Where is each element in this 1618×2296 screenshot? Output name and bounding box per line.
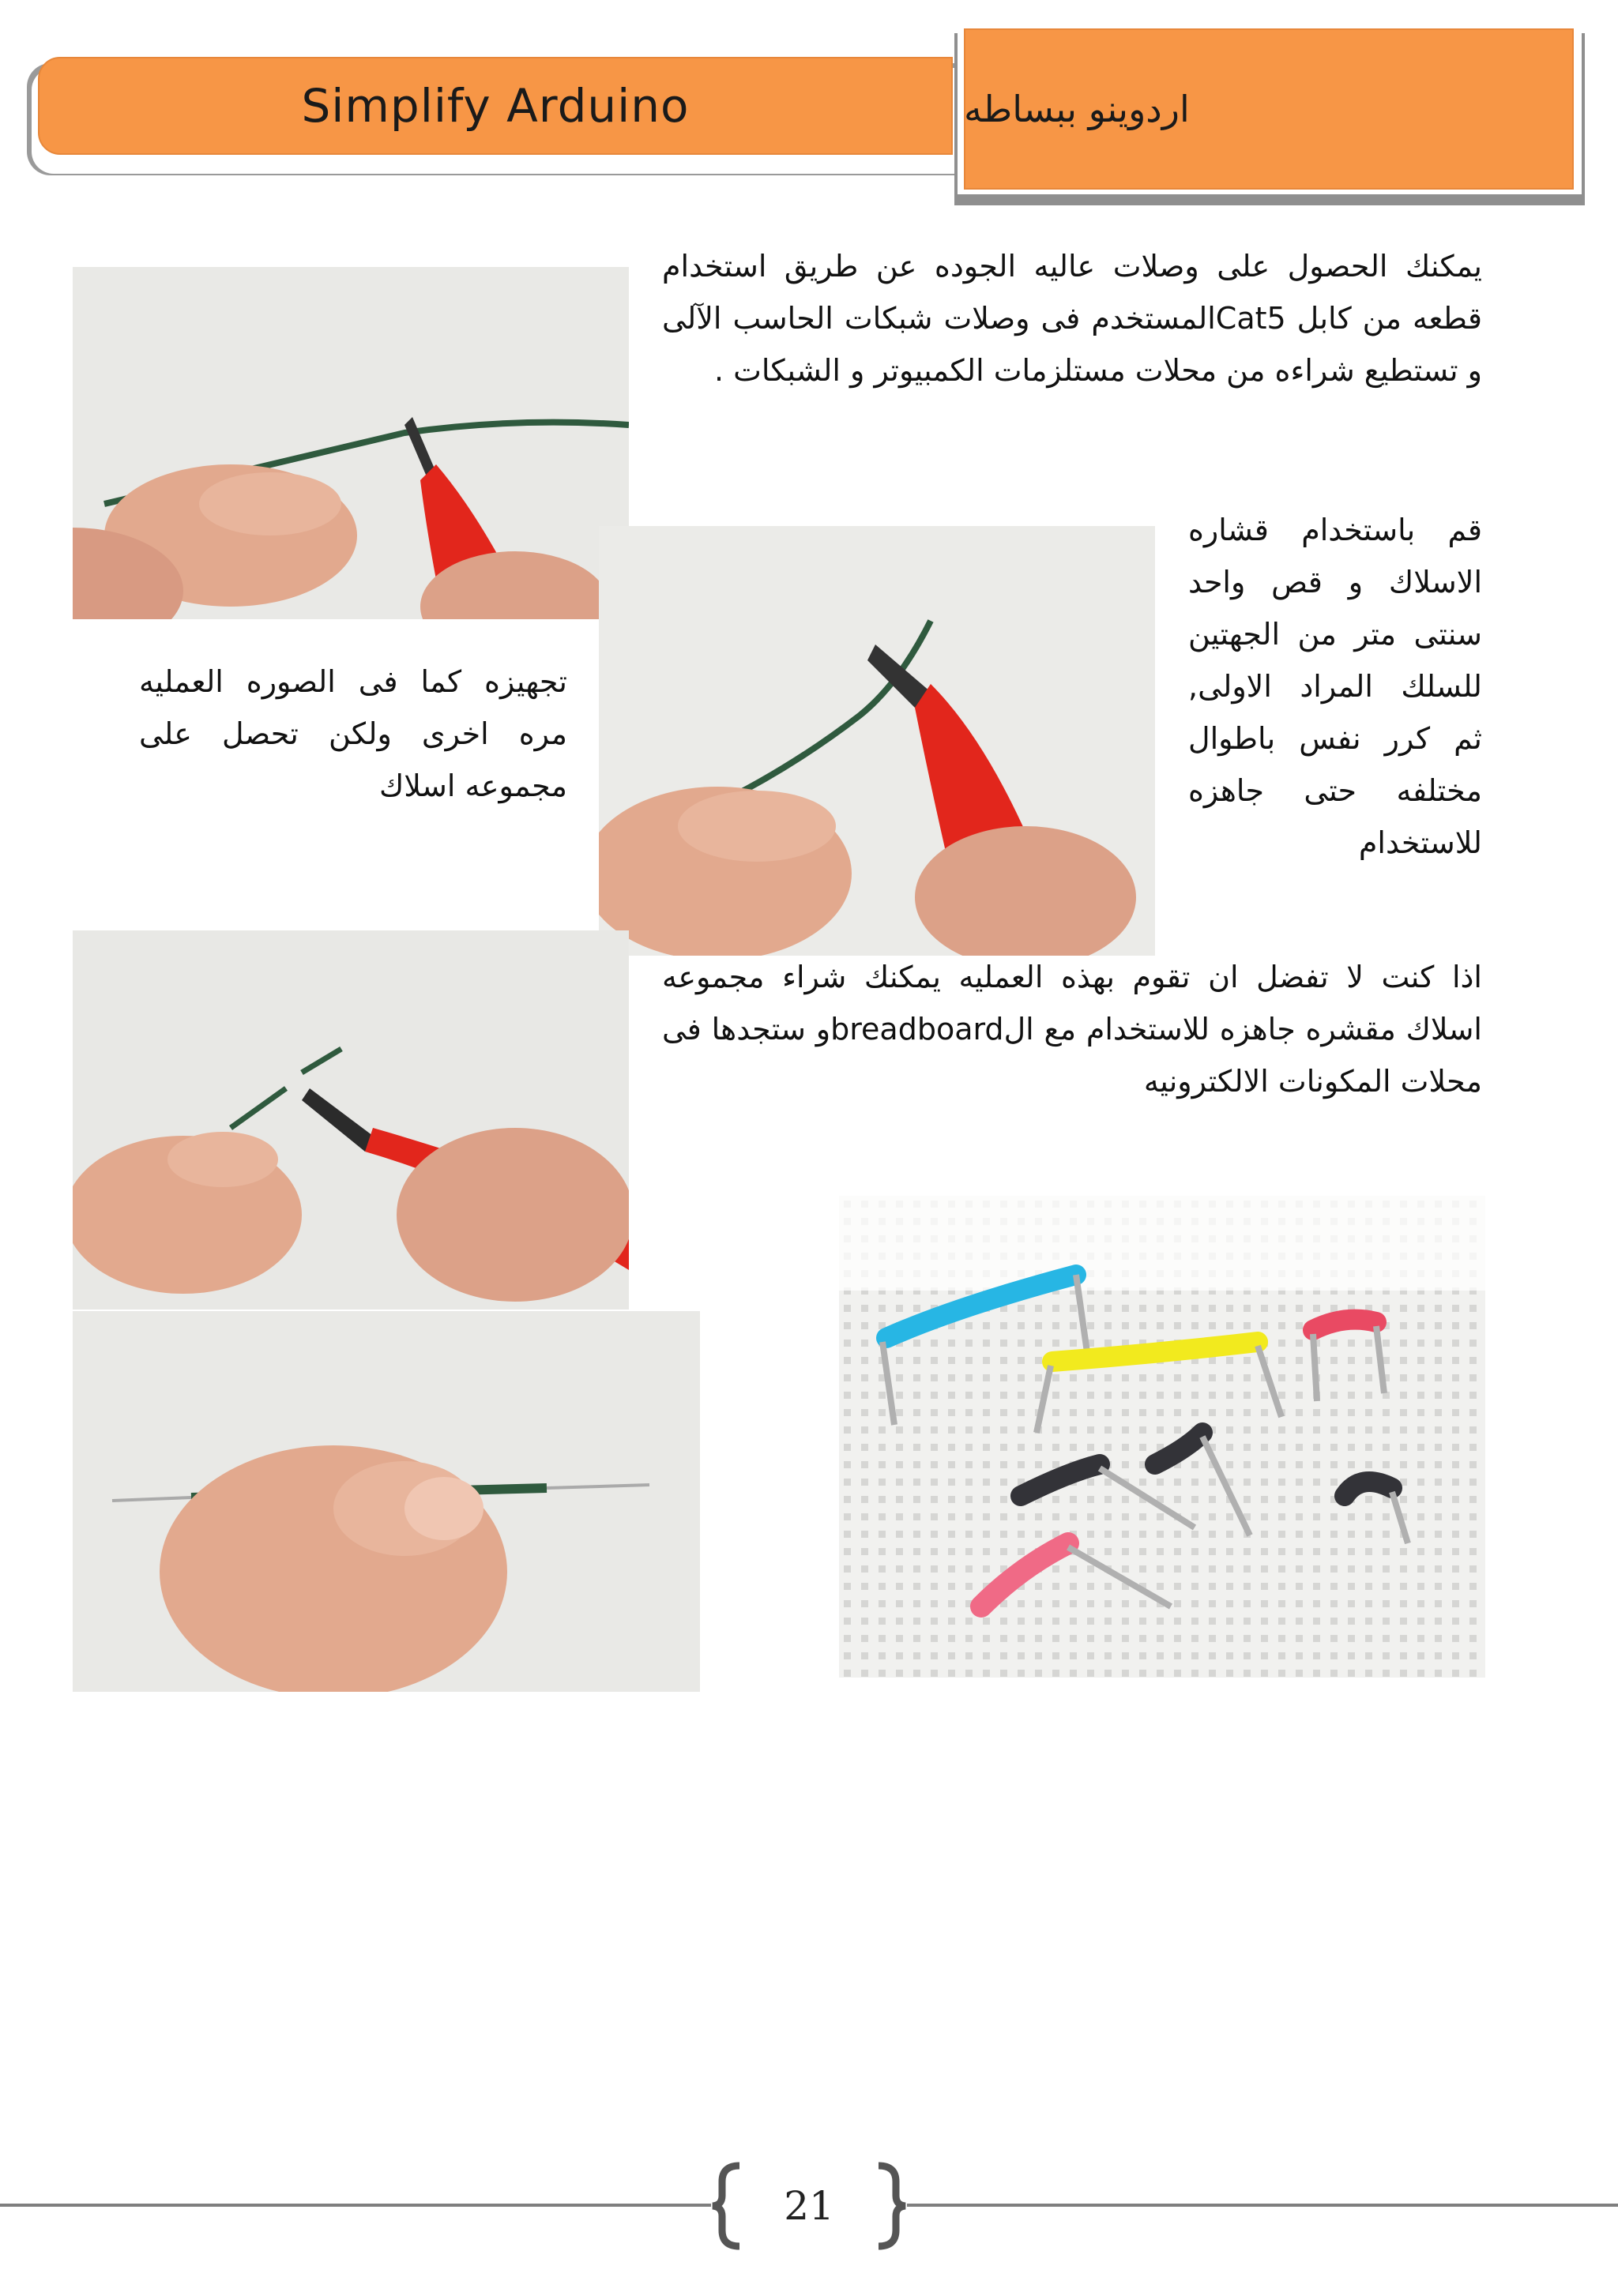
page-number: 21	[784, 2183, 834, 2229]
paragraph-cat5-cable: يمكنك الحصول على وصلات عاليه الجوده عن طريق استخدام قطعه من كابل Cat5المستخدم فى وصلات شبكات الحاسب الآلى و تستطيع شراءه من محلات مستلزمات الكمبيوتر و الشبكات .	[662, 249, 1482, 388]
paragraph-buy-ready-wires: اذا كنت لا تفضل ان تقوم بهذه العمليه يمكنك شراء مجموعه اسلاك مقشره جاهزه للاستخدام مع الbreadboardو ستجدها فى محلات المكونات الالكترونيه	[662, 960, 1482, 1099]
photo-breadboard-jumper-wires	[839, 1196, 1485, 1678]
photo-stripping-wire	[599, 526, 1155, 956]
photo-stripped-wire	[73, 1311, 700, 1692]
footer-line-right	[907, 2204, 1618, 2207]
header-title-arabic: اردوينو ببساطه	[964, 88, 1190, 130]
footer-line-left	[0, 2204, 711, 2207]
paragraph-repeat-instructions: تجهيزه كما فى الصوره العمليه مره اخرى ولكن تحصل على مجموعه اسلاك	[139, 664, 567, 803]
paragraph-strip-instructions: قم باستخدام قشاره الاسلاك و قص واحد سنتى متر من الجهتين للسلك المراد الاولى, ثم كرر نفس باطوال مختلفه حتى جاهزه للاستخدام	[1188, 513, 1482, 860]
photo-cutting-wire-end	[73, 930, 629, 1310]
header-title-english: Simplify Arduino	[301, 79, 690, 133]
photo-cutting-wire	[73, 267, 629, 619]
